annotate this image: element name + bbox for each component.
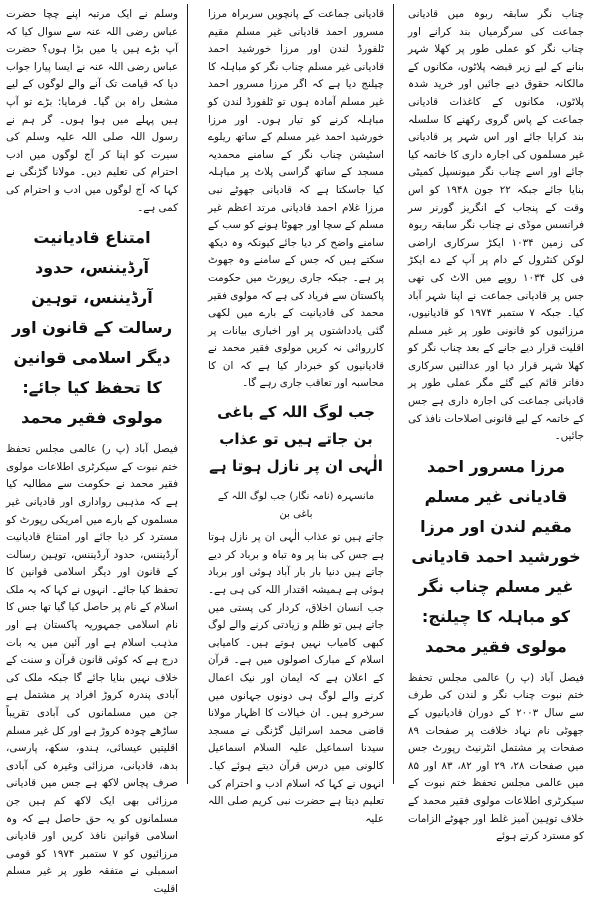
article-byline: مانسہرہ (نامہ نگار) جب لوگ اللہ کے باغی بن bbox=[217, 491, 375, 520]
column-middle bbox=[208, 6, 384, 825]
article-headline: جب لوگ اللہ کے باغی بن جاتے ہیں تو عذاب الٰہی ان پر نازل ہوتا ہے bbox=[209, 403, 383, 476]
article-headline: مرزا مسرور احمد قادیانی غیر مسلم مقیم لندن اور مرزا خورشید احمد قادیانی غیر مسلم چناب نگر کو مباہلہ کا چیلنج: مولوی فقیر محمد bbox=[411, 456, 581, 656]
column-left bbox=[6, 6, 179, 895]
column-divider bbox=[187, 4, 188, 784]
column-right bbox=[408, 6, 584, 843]
column-divider bbox=[393, 4, 394, 784]
article-text: جاتے ہیں تو عذاب الٰہی ان پر نازل ہوتا ہے جس کی بنا پر وہ تباہ و برباد کر دیے جاتے ہیں دنیا بار بار آباد ہوئی اور برباد ہوئی ہے ہمیشہ اقتدار اللہ کی ہی ہے۔ جب انسان اخلاق، کردار کی پستی میں جاتے ہیں تو ظلم و زیادتی کرنے والے لوگ کبھی کامیاب نہیں ہوتے ہیں۔ کامیابی اسلام کے مبارک اصولوں میں ہے۔ قرآن کے اعلان ہے کہ ایمان اور نیک اعمال کرنے والے لوگ ہی دونوں جہانوں میں سرخرو ہیں۔ ان خیالات کا اظہار مولانا قاضی محمد اسرائیل گڑنگی نے مسجد سیدنا اسماعیل علیہ السلام اسماعیل کالونی میں درس قرآن دیتے ہوئے کیا۔ انہوں نے کہا کہ اسلام ادب و احترام کی تعلیم دیتا ہے حضرت نبی کریم صلی اللہ علیہ bbox=[208, 531, 384, 825]
article-text: قادیانی جماعت کے پانچویں سربراہ مرزا مسرور احمد قادیانی غیر مسلم مقیم ٹلفورڈ لندن اور مرزا خورشید احمد قادیانی غیر مسلم چناب نگر کو مباہلہ کا چیلنج دیا ہے کہ اگر مرزا مسرور احمد غیر مسلم آمادہ ہوں تو ٹلفورڈ لندن کو مباہلہ کرنے کو تیار ہوں۔ اور مرزا خورشید احمد غیر مسلم کے ساتھ ریلوے اسٹیشن چناب نگر کے سامنے محمدیہ مسجد کے ساتھ گراسی پلاٹ پر مباہلہ کیا جاسکتا ہے کہ قادیانی جھوٹے نبی مرزا غلام احمد قادیانی مرتد اعظم غیر مسلم کے سچا اور جھوٹا ہونے کو سب کے سامنے واضح کر دیا جائے کیونکہ وہ دیکھ سکتے ہیں کہ جس کے سامنے وہ جھوٹ پر ہے۔ جبکہ جاری رپورٹ میں حکومت پاکستان سے فریاد کی ہے کہ مولوی فقیر محمد کی قادیانیت کے بارے میں لکھی گئی یادداشتوں پر اور اخباری بیانات پر کارروائی نہ کریں مولوی فقیر محمد نے قادیانیوں کو خبردار کیا ہے کہ ان کا محاسبہ اور تعاقب جاری رہے گا۔ bbox=[208, 8, 384, 390]
article-text: فیصل آباد (پ ر) عالمی مجلس تحفظ ختم نبوت کے سیکرٹری اطلاعات مولوی فقیر محمد نے حکومت سے مطالبہ کیا ہے کہ مذہبی رواداری اور قادیانی غیر مسلموں کے بارے میں امریکی رپورٹ کو مسترد کر دیا جائے اور امتناع قادیانیت آرڈیننس، حدود آرڈیننس، توہین رسالت کے قانون اور دیگر اسلامی قوانین کا تحفظ کیا جائے۔ انہوں نے کہا کہ یہ ملک اسلام کے نام پر حاصل کیا گیا تھا جس کا نام اسلامی جمہوریہ پاکستان ہے اور مذہب اسلام ہے اور آئین میں یہ بات درج ہے کہ کوئی قانون قرآن و سنت کے خلاف نہیں بنایا جائے گا جبکہ ملک کی آبادی پندرہ کروڑ افراد پر مشتمل ہے جن میں مسلمانوں کی آبادی تقریباً ساڑھے چودہ کروڑ ہے اور کل غیر مسلم اقلیتیں عیسائی، ہندو، سکھ، پارسی، بدھ، قادیانی، مرزائی وغیرہ کی آبادی صرف پچاس لاکھ ہے جس میں قادیانی مرزائی بھی ایک لاکھ کم ہیں جن مسلمانوں کو یہ حق حاصل ہے کہ وہ اسلامی قوانین نافذ کریں اور قادیانی مرزائیوں کو ۷ ستمبر ۱۹۷۴ کو قومی اسمبلی نے متفقہ طور پر غیر مسلم اقلیت bbox=[6, 443, 179, 895]
article-text: فیصل آباد (پ ر) عالمی مجلس تحفظ ختم نبوت چناب نگر و لندن کی طرف سے سال ۲۰۰۳ کے دوران قادیانیوں کے جھوٹی نام نہاد خلافت پر صفحات ۸۹ صفحات پر مشتمل انٹرنیٹ رپورٹ جس میں صفحات ۲۸، ۲۹ اور ۸۲، ۸۳ اور ۸۵ میں عالمی مجلس تحفظ ختم نبوت کے سیکرٹری اطلاعات مولوی فقیر محمد کے خلاف توہین آمیز غلط اور جھوٹے الزامات کو مسترد کرتے ہوئے bbox=[408, 671, 584, 843]
article-headline: امتناع قادیانیت آرڈیننس، حدود آرڈیننس، توہین رسالت کے قانون اور دیگر اسلامی قوانین کا تحفظ کیا جائے: مولوی فقیر محمد bbox=[11, 228, 173, 428]
article-text: وسلم نے ایک مرتبہ اپنے چچا حضرت عباس رضی اللہ عنہ سے سوال کیا کہ آپ بڑے ہیں یا میں بڑا ہوں؟ حضرت عباس رضی اللہ عنہ نے ایسا پیارا جواب دیا کہ قیامت تک آنے والے لوگوں کے لیے مشعل راہ بن گیا۔ فرمایا: بڑے تو آپ ہیں پہلے میں ہوا ہوں۔ گر ہم نے رسول اللہ صلی اللہ علیہ وسلم کی سیرت کو اپنا کر آج لوگوں میں ادب احترام کی تعلیم دیں۔ مولانا گڑنگی نے کہا کہ آج لوگوں میں ادب و احترام کی کمی ہے۔ bbox=[6, 8, 178, 214]
article-text: چناب نگر سابقہ ربوہ میں قادیانی جماعت کی سرگرمیاں بند کرانے اور چناب نگر کو عملی طور پر کھلا شہر بنانے کے لیے زیر قبضہ پلاٹوں، مکانوں کے مالکانہ حقوق دیے جائیں اور خرید شدہ پلاٹوں، مکانوں کے کاغذات قادیانی جماعت کے پاس گروی رکھنے کا سلسلہ بند کرایا جائے اور اس شہر پر قادیانی غیر مسلموں کی اجارہ داری کا خاتمہ کیا جائے اور اسے چناب نگر میونسپل کمیٹی بنایا جائے جبکہ ۲۲ جون ۱۹۴۸ کو اس وقت کے پنجاب کے انگریز گورنر سر فرانسس موڈی نے چناب نگر سابقہ ربوہ کی زمین ۱۰۳۴ ایکڑ سرکاری اراضی لوکن کنٹرول کے دام پر آپ کے دے ایکڑ فی کل ۱۰۳۴ روپے میں الاٹ کی تھی جس پر قادیانی جماعت نے اپنا شہر آباد کیا۔ جبکہ ۷ ستمبر ۱۹۷۴ کو قادیانیوں، مرزائیوں کو قانونی طور پر غیر مسلم اقلیت قرار دیے جانے کے بعد چناب نگر کو کھلا شہر قرار دیا اور عدالتیں سرکاری دفاتر قائم کیے گئے مگر عملی طور پر قادیانی جماعت کی اجارہ داری ہے جس کے خاتمہ کے لیے قانونی اصلاحات نافذ کی جائیں۔ bbox=[408, 8, 584, 443]
